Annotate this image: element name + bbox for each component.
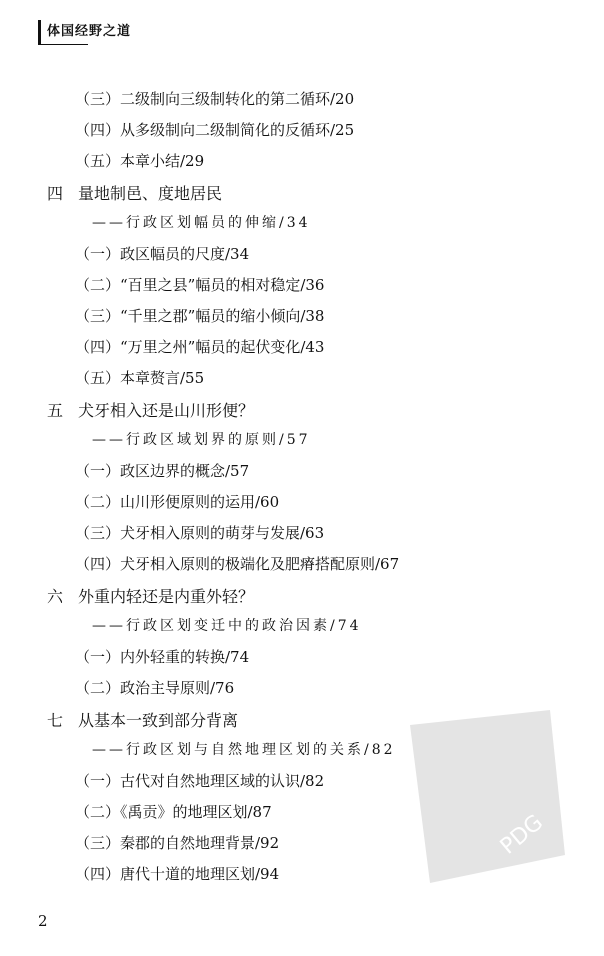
section-entry: （一）内外轻重的转换/74 <box>75 648 250 666</box>
chapter-subtitle: ——行政区划变迁中的政治因素/74 <box>92 618 362 634</box>
chapter-title: 外重内轻还是内重外轻？ <box>78 587 255 606</box>
section-entry: （三）秦郡的自然地理背景/92 <box>75 834 280 852</box>
chapter-subtitle: ——行政区划幅员的伸缩/34 <box>92 215 311 231</box>
running-head: 体国经野之道 <box>38 20 131 44</box>
section-entry: （三）二级制向三级制转化的第二循环/20 <box>75 90 355 108</box>
watermark-seal <box>400 705 570 885</box>
chapter-number: 六 <box>47 587 64 606</box>
chapter-number: 五 <box>47 401 64 420</box>
section-entry: （一）政区幅员的尺度/34 <box>75 245 250 263</box>
section-entry: （二）政治主导原则/76 <box>75 679 235 697</box>
section-entry: （二）“百里之县”幅员的相对稳定/36 <box>75 276 325 294</box>
section-entry: （五）本章小结/29 <box>75 152 205 170</box>
section-entry: （四）犬牙相入原则的极端化及肥瘠搭配原则/67 <box>75 555 400 573</box>
chapter-number: 七 <box>47 711 64 730</box>
section-entry: （二）山川形便原则的运用/60 <box>75 493 280 511</box>
chapter-title: 量地制邑、度地居民 <box>78 184 223 203</box>
chapter-subtitle: ——行政区划与自然地理区划的关系/82 <box>92 742 396 758</box>
chapter-title: 从基本一致到部分背离 <box>78 711 239 730</box>
section-entry: （五）本章赘言/55 <box>75 369 205 387</box>
chapter-number: 四 <box>47 184 64 203</box>
section-entry: （三）“千里之郡”幅员的缩小倾向/38 <box>75 307 325 325</box>
chapter-title: 犬牙相入还是山川形便？ <box>78 401 255 420</box>
watermark-text: PDG <box>495 810 549 860</box>
section-entry: （四）从多级制向二级制简化的反循环/25 <box>75 121 355 139</box>
chapter-subtitle: ——行政区域划界的原则/57 <box>92 432 311 448</box>
section-entry: （二）《禹贡》的地理区划/87 <box>75 803 272 821</box>
section-entry: （一）古代对自然地理区域的认识/82 <box>75 772 325 790</box>
section-entry: （四）唐代十道的地理区划/94 <box>75 865 280 883</box>
page-number: 2 <box>38 912 48 930</box>
section-entry: （一）政区边界的概念/57 <box>75 462 250 480</box>
section-entry: （四）“万里之州”幅员的起伏变化/43 <box>75 338 325 356</box>
header-rule <box>38 44 88 45</box>
section-entry: （三）犬牙相入原则的萌芽与发展/63 <box>75 524 325 542</box>
